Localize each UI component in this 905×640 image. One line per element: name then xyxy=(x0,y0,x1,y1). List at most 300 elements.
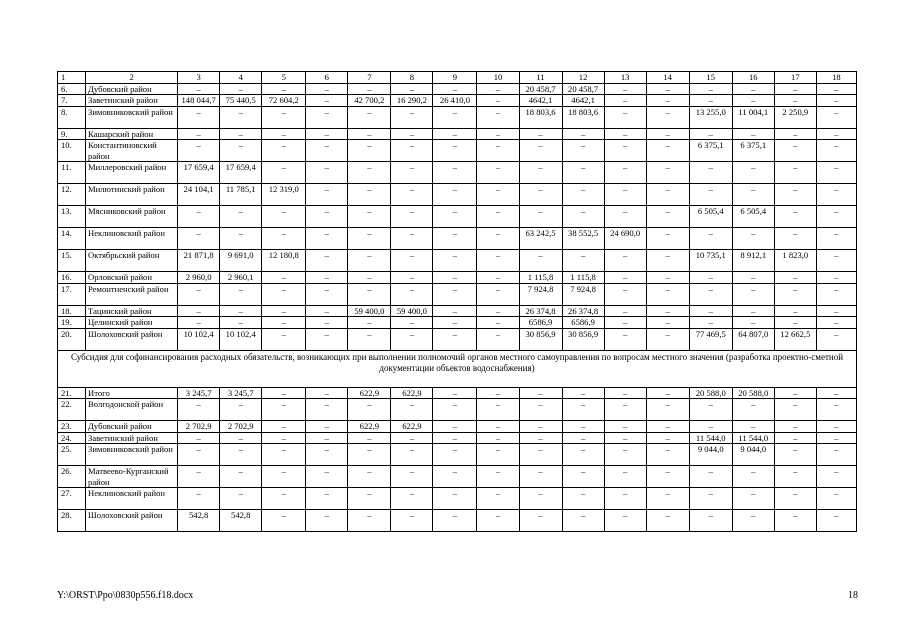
value-cell: – xyxy=(816,250,856,272)
value-cell: – xyxy=(646,444,689,466)
table-row xyxy=(58,250,857,272)
value-cell: – xyxy=(604,488,646,510)
value-cell: – xyxy=(433,317,477,329)
value-cell: – xyxy=(306,106,348,128)
district-name: Зимовниковский район xyxy=(86,106,178,128)
value-cell: – xyxy=(689,228,732,250)
value-cell: – xyxy=(689,283,732,305)
value-cell: – xyxy=(774,432,816,444)
value-cell: – xyxy=(220,283,262,305)
value-cell: – xyxy=(262,283,306,305)
value-cell: – xyxy=(306,488,348,510)
value-cell: – xyxy=(178,83,220,95)
value-cell: – xyxy=(306,228,348,250)
value-cell: 12 319,0 xyxy=(262,184,306,206)
value-cell: 24 690,0 xyxy=(604,228,646,250)
value-cell: – xyxy=(774,283,816,305)
value-cell: – xyxy=(646,317,689,329)
value-cell: 11 004,1 xyxy=(732,106,774,128)
value-cell: – xyxy=(348,432,391,444)
value-cell: – xyxy=(774,444,816,466)
value-cell: – xyxy=(220,128,262,140)
value-cell: – xyxy=(519,399,562,421)
district-name: Дубовский район xyxy=(86,83,178,95)
value-cell: 26 374,8 xyxy=(519,305,562,317)
value-cell: – xyxy=(646,283,689,305)
value-cell: – xyxy=(604,421,646,433)
value-cell: – xyxy=(477,317,519,329)
data-table xyxy=(57,71,857,532)
value-cell: – xyxy=(220,140,262,162)
value-cell: – xyxy=(348,317,391,329)
value-cell: – xyxy=(348,399,391,421)
value-cell: – xyxy=(732,510,774,532)
value-cell: – xyxy=(262,140,306,162)
district-name: Октябрьский район xyxy=(86,250,178,272)
value-cell: 10 102,4 xyxy=(220,328,262,350)
value-cell: – xyxy=(433,184,477,206)
value-cell: – xyxy=(816,206,856,228)
value-cell: – xyxy=(774,162,816,184)
value-cell: – xyxy=(562,432,604,444)
value-cell: – xyxy=(477,206,519,228)
value-cell: 12 180,8 xyxy=(262,250,306,272)
row-number: 26. xyxy=(58,466,86,488)
value-cell: 542,8 xyxy=(220,510,262,532)
value-cell: – xyxy=(433,128,477,140)
value-cell: – xyxy=(646,250,689,272)
value-cell: 2 702,9 xyxy=(220,421,262,433)
value-cell: – xyxy=(433,206,477,228)
value-cell: 1 115,8 xyxy=(519,272,562,284)
value-cell: – xyxy=(816,162,856,184)
value-cell: – xyxy=(477,328,519,350)
row-number: 7. xyxy=(58,95,86,107)
value-cell: – xyxy=(816,272,856,284)
value-cell: – xyxy=(477,140,519,162)
table-row xyxy=(58,106,857,128)
value-cell: – xyxy=(604,283,646,305)
table-row xyxy=(58,162,857,184)
value-cell: – xyxy=(774,387,816,399)
value-cell: – xyxy=(178,228,220,250)
value-cell: – xyxy=(646,432,689,444)
value-cell: – xyxy=(646,83,689,95)
header-cell: 3 xyxy=(178,72,220,84)
value-cell: – xyxy=(604,140,646,162)
value-cell: 20 458,7 xyxy=(519,83,562,95)
value-cell: 42 700,2 xyxy=(348,95,391,107)
value-cell: – xyxy=(348,140,391,162)
value-cell: – xyxy=(348,228,391,250)
value-cell: – xyxy=(816,444,856,466)
district-name: Волгодонской район xyxy=(86,399,178,421)
value-cell: – xyxy=(732,272,774,284)
value-cell: 64 807,0 xyxy=(732,328,774,350)
section-title: Субсидия для софинансирования расходных обязательств, возникающих при выполнении полномочий органов местного самоуправления по вопросам местного значения (разработка проектно-сметной документации объектов водоснабжения) xyxy=(58,350,857,387)
value-cell: – xyxy=(604,399,646,421)
value-cell: – xyxy=(477,510,519,532)
value-cell: – xyxy=(477,272,519,284)
value-cell: – xyxy=(477,128,519,140)
header-cell: 2 xyxy=(86,72,178,84)
value-cell: – xyxy=(689,488,732,510)
value-cell: – xyxy=(562,444,604,466)
district-name: Итого xyxy=(86,387,178,399)
value-cell: – xyxy=(774,140,816,162)
value-cell: – xyxy=(816,140,856,162)
value-cell: – xyxy=(391,140,433,162)
value-cell: – xyxy=(774,228,816,250)
value-cell: – xyxy=(262,328,306,350)
value-cell: 1 823,0 xyxy=(774,250,816,272)
value-cell: – xyxy=(646,488,689,510)
district-name: Матвеево-Курганский район xyxy=(86,466,178,488)
value-cell: – xyxy=(348,328,391,350)
value-cell: – xyxy=(348,466,391,488)
value-cell: 622,9 xyxy=(391,387,433,399)
value-cell: – xyxy=(604,432,646,444)
value-cell: – xyxy=(391,206,433,228)
value-cell: – xyxy=(816,328,856,350)
value-cell: – xyxy=(562,250,604,272)
value-cell: – xyxy=(391,488,433,510)
value-cell: – xyxy=(262,317,306,329)
district-name: Неклиновский район xyxy=(86,228,178,250)
file-path: Y:\ORST\Ppo\0830p556.f18.docx xyxy=(57,590,194,601)
row-number: 11. xyxy=(58,162,86,184)
value-cell: – xyxy=(306,317,348,329)
value-cell: 2 960,0 xyxy=(178,272,220,284)
value-cell: – xyxy=(348,83,391,95)
value-cell: – xyxy=(306,387,348,399)
value-cell: – xyxy=(732,317,774,329)
value-cell: – xyxy=(604,95,646,107)
value-cell: 30 856,9 xyxy=(519,328,562,350)
header-cell: 6 xyxy=(306,72,348,84)
value-cell: 7 924,8 xyxy=(562,283,604,305)
value-cell: – xyxy=(774,399,816,421)
value-cell: – xyxy=(562,387,604,399)
value-cell: – xyxy=(433,421,477,433)
value-cell: – xyxy=(262,444,306,466)
value-cell: – xyxy=(816,387,856,399)
value-cell: – xyxy=(391,466,433,488)
value-cell: – xyxy=(562,206,604,228)
value-cell: – xyxy=(178,317,220,329)
value-cell: – xyxy=(477,399,519,421)
value-cell: – xyxy=(646,162,689,184)
table-row xyxy=(58,305,857,317)
header-cell: 8 xyxy=(391,72,433,84)
value-cell: – xyxy=(646,466,689,488)
value-cell: – xyxy=(477,106,519,128)
value-cell: – xyxy=(689,83,732,95)
value-cell: – xyxy=(262,128,306,140)
value-cell: 30 856,9 xyxy=(562,328,604,350)
value-cell: – xyxy=(646,206,689,228)
value-cell: 3 245,7 xyxy=(220,387,262,399)
value-cell: – xyxy=(348,162,391,184)
page-number: 18 xyxy=(848,590,858,601)
value-cell: – xyxy=(391,228,433,250)
value-cell: – xyxy=(306,250,348,272)
value-cell: – xyxy=(391,432,433,444)
value-cell: – xyxy=(477,432,519,444)
value-cell: – xyxy=(689,510,732,532)
value-cell: 3 245,7 xyxy=(178,387,220,399)
value-cell: 6 505,4 xyxy=(732,206,774,228)
value-cell: – xyxy=(348,488,391,510)
value-cell: 6 375,1 xyxy=(689,140,732,162)
table-row xyxy=(58,128,857,140)
value-cell: – xyxy=(816,466,856,488)
value-cell: – xyxy=(262,272,306,284)
value-cell: – xyxy=(262,305,306,317)
value-cell: 9 044,0 xyxy=(689,444,732,466)
value-cell: – xyxy=(477,488,519,510)
district-name: Тацинский район xyxy=(86,305,178,317)
value-cell: – xyxy=(220,488,262,510)
header-cell: 11 xyxy=(519,72,562,84)
row-number: 18. xyxy=(58,305,86,317)
value-cell: 8 912,1 xyxy=(732,250,774,272)
row-number: 6. xyxy=(58,83,86,95)
value-cell: – xyxy=(262,488,306,510)
row-number: 14. xyxy=(58,228,86,250)
value-cell: – xyxy=(220,305,262,317)
value-cell: – xyxy=(774,206,816,228)
header-row xyxy=(58,72,857,84)
value-cell: – xyxy=(178,488,220,510)
row-number: 21. xyxy=(58,387,86,399)
value-cell: – xyxy=(562,510,604,532)
value-cell: – xyxy=(178,106,220,128)
value-cell: – xyxy=(178,283,220,305)
value-cell: – xyxy=(562,162,604,184)
value-cell: – xyxy=(732,95,774,107)
value-cell: – xyxy=(306,466,348,488)
value-cell: – xyxy=(391,283,433,305)
district-name: Шолоховский район xyxy=(86,328,178,350)
value-cell: – xyxy=(816,510,856,532)
value-cell: – xyxy=(774,184,816,206)
value-cell: 2 702,9 xyxy=(178,421,220,433)
value-cell: 622,9 xyxy=(348,387,391,399)
value-cell: 622,9 xyxy=(391,421,433,433)
row-number: 28. xyxy=(58,510,86,532)
value-cell: – xyxy=(306,432,348,444)
value-cell: – xyxy=(519,444,562,466)
document-sheet xyxy=(57,71,857,532)
value-cell: 24 104,1 xyxy=(178,184,220,206)
value-cell: – xyxy=(519,387,562,399)
value-cell: – xyxy=(646,95,689,107)
value-cell: – xyxy=(562,184,604,206)
header-cell: 9 xyxy=(433,72,477,84)
value-cell: 18 803,6 xyxy=(562,106,604,128)
value-cell: – xyxy=(477,305,519,317)
value-cell: – xyxy=(604,250,646,272)
value-cell: – xyxy=(391,510,433,532)
value-cell: – xyxy=(306,328,348,350)
value-cell: – xyxy=(220,444,262,466)
section-title-row xyxy=(58,350,857,387)
value-cell: – xyxy=(477,421,519,433)
value-cell: – xyxy=(604,466,646,488)
value-cell: – xyxy=(348,184,391,206)
value-cell: – xyxy=(519,250,562,272)
value-cell: – xyxy=(178,206,220,228)
value-cell: – xyxy=(646,305,689,317)
value-cell: – xyxy=(562,421,604,433)
row-number: 24. xyxy=(58,432,86,444)
value-cell: – xyxy=(604,305,646,317)
value-cell: 9 691,0 xyxy=(220,250,262,272)
value-cell: – xyxy=(774,83,816,95)
value-cell: – xyxy=(816,317,856,329)
value-cell: – xyxy=(391,184,433,206)
value-cell: – xyxy=(816,228,856,250)
table-row xyxy=(58,488,857,510)
value-cell: – xyxy=(519,510,562,532)
value-cell: – xyxy=(646,399,689,421)
value-cell: – xyxy=(519,466,562,488)
district-name: Заветинский район xyxy=(86,95,178,107)
value-cell: – xyxy=(732,466,774,488)
value-cell: 6 505,4 xyxy=(689,206,732,228)
value-cell: – xyxy=(689,162,732,184)
value-cell: 59 400,0 xyxy=(391,305,433,317)
value-cell: – xyxy=(816,421,856,433)
value-cell: – xyxy=(262,510,306,532)
value-cell: – xyxy=(732,128,774,140)
table-row xyxy=(58,328,857,350)
district-name: Миллеровский район xyxy=(86,162,178,184)
value-cell: 1 115,8 xyxy=(562,272,604,284)
value-cell: 17 659,4 xyxy=(178,162,220,184)
value-cell: – xyxy=(433,283,477,305)
header-cell: 12 xyxy=(562,72,604,84)
row-number: 23. xyxy=(58,421,86,433)
value-cell: – xyxy=(220,106,262,128)
value-cell: 26 374,8 xyxy=(562,305,604,317)
value-cell: – xyxy=(306,305,348,317)
value-cell: – xyxy=(562,140,604,162)
value-cell: – xyxy=(774,305,816,317)
table-body xyxy=(58,72,857,532)
value-cell: – xyxy=(774,421,816,433)
header-cell: 13 xyxy=(604,72,646,84)
district-name: Мясниковский район xyxy=(86,206,178,228)
value-cell: – xyxy=(646,128,689,140)
value-cell: – xyxy=(604,317,646,329)
value-cell: – xyxy=(306,184,348,206)
value-cell: – xyxy=(306,83,348,95)
value-cell: – xyxy=(348,250,391,272)
value-cell: – xyxy=(433,106,477,128)
value-cell: – xyxy=(519,421,562,433)
table-row xyxy=(58,283,857,305)
district-name: Константиновский район xyxy=(86,140,178,162)
value-cell: 20 458,7 xyxy=(562,83,604,95)
value-cell: – xyxy=(519,128,562,140)
row-number: 22. xyxy=(58,399,86,421)
value-cell: – xyxy=(306,399,348,421)
value-cell: – xyxy=(774,466,816,488)
value-cell: – xyxy=(774,95,816,107)
value-cell: – xyxy=(816,184,856,206)
value-cell: 6586,9 xyxy=(562,317,604,329)
table-row xyxy=(58,444,857,466)
value-cell: 59 400,0 xyxy=(348,305,391,317)
value-cell: – xyxy=(604,206,646,228)
table-row xyxy=(58,510,857,532)
value-cell: 20 588,0 xyxy=(732,387,774,399)
value-cell: – xyxy=(646,184,689,206)
value-cell: – xyxy=(433,432,477,444)
value-cell: – xyxy=(306,283,348,305)
value-cell: 7 924,8 xyxy=(519,283,562,305)
value-cell: 2 250,9 xyxy=(774,106,816,128)
value-cell: 17 659,4 xyxy=(220,162,262,184)
value-cell: 13 255,0 xyxy=(689,106,732,128)
district-name: Орловский район xyxy=(86,272,178,284)
value-cell: 12 662,5 xyxy=(774,328,816,350)
value-cell: 26 410,0 xyxy=(433,95,477,107)
value-cell: – xyxy=(689,466,732,488)
value-cell: – xyxy=(689,184,732,206)
value-cell: – xyxy=(262,162,306,184)
value-cell: – xyxy=(391,328,433,350)
value-cell: – xyxy=(348,106,391,128)
row-number: 25. xyxy=(58,444,86,466)
value-cell: – xyxy=(562,488,604,510)
value-cell: 38 552,5 xyxy=(562,228,604,250)
value-cell: 21 871,8 xyxy=(178,250,220,272)
value-cell: – xyxy=(816,95,856,107)
value-cell: – xyxy=(178,305,220,317)
value-cell: – xyxy=(306,421,348,433)
value-cell: – xyxy=(562,399,604,421)
value-cell: – xyxy=(348,272,391,284)
header-cell: 14 xyxy=(646,72,689,84)
value-cell: 63 242,5 xyxy=(519,228,562,250)
value-cell: – xyxy=(477,466,519,488)
value-cell: – xyxy=(732,305,774,317)
value-cell: – xyxy=(262,421,306,433)
value-cell: – xyxy=(477,283,519,305)
value-cell: – xyxy=(220,466,262,488)
row-number: 16. xyxy=(58,272,86,284)
value-cell: 11 544,0 xyxy=(689,432,732,444)
value-cell: – xyxy=(646,421,689,433)
header-cell: 1 xyxy=(58,72,86,84)
value-cell: – xyxy=(391,444,433,466)
value-cell: – xyxy=(306,206,348,228)
row-number: 27. xyxy=(58,488,86,510)
value-cell: – xyxy=(391,250,433,272)
value-cell: – xyxy=(178,399,220,421)
value-cell: – xyxy=(519,488,562,510)
value-cell: – xyxy=(604,128,646,140)
value-cell: – xyxy=(433,510,477,532)
value-cell: – xyxy=(391,162,433,184)
row-number: 20. xyxy=(58,328,86,350)
value-cell: – xyxy=(477,387,519,399)
value-cell: – xyxy=(689,317,732,329)
table-row xyxy=(58,206,857,228)
